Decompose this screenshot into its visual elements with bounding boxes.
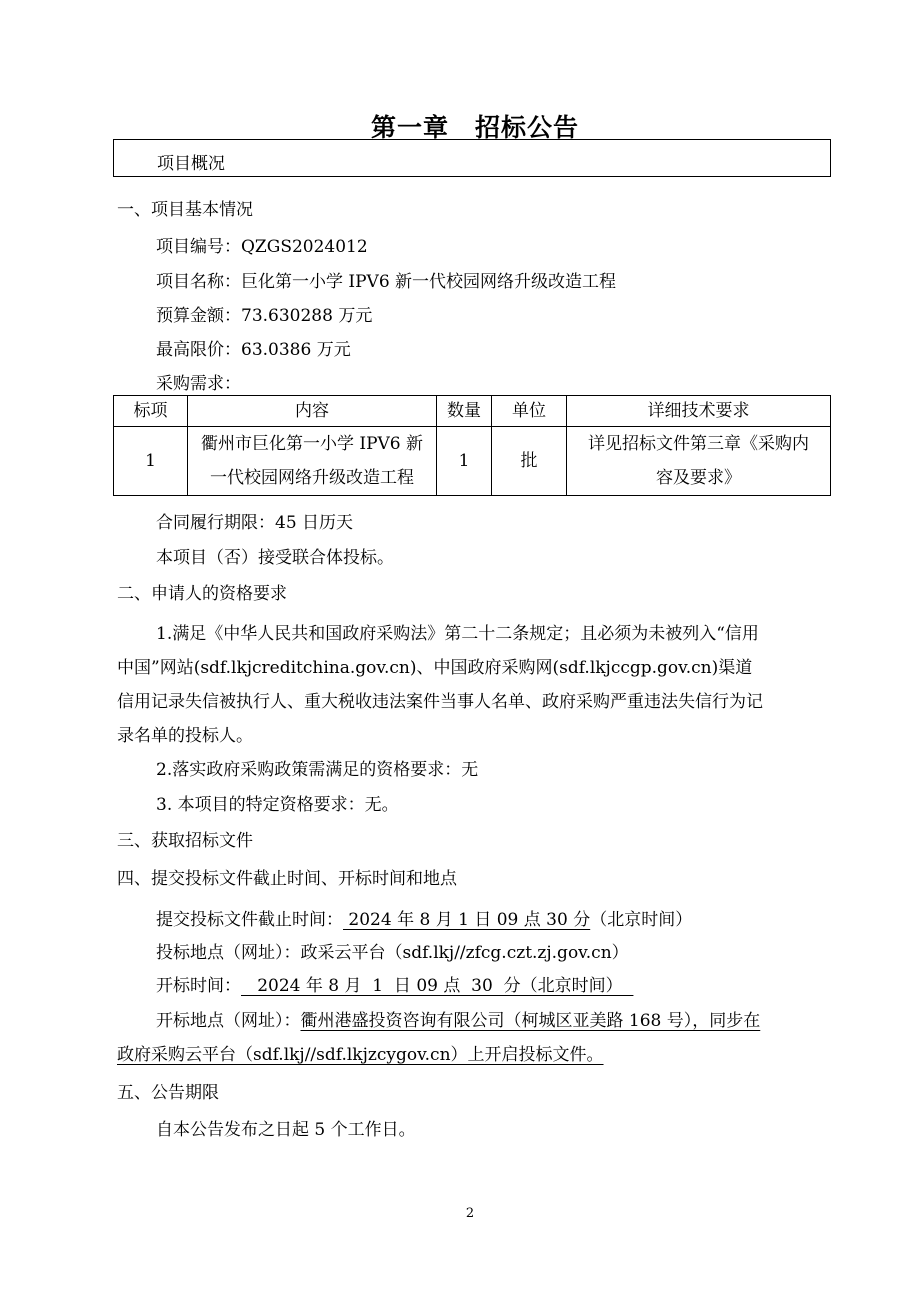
project-name: 项目名称：巨化第一小学 IPV6 新一代校园网络升级改造工程 (156, 272, 617, 292)
notice-period: 自本公告发布之日起 5 个工作日。 (156, 1120, 416, 1140)
table-header-row (114, 396, 831, 427)
overview-label: 项目概况 (157, 154, 225, 174)
qualification-1-line3: 信用记录失信被执行人、重大税收违法案件当事人名单、政府采购严重违法失信行为记 (117, 692, 763, 712)
max-price: 最高限价：63.0386 万元 (156, 340, 351, 360)
open-place-value-line2: 政府采购云平台（sdf.lkj//sdf.lkjzcygov.cn）上开启投标文件。 (117, 1045, 604, 1065)
cell-req-line1: 详见招标文件第三章《采购内 (588, 434, 809, 454)
budget-amount: 预算金额：73.630288 万元 (156, 306, 373, 326)
project-number: 项目编号：QZGS2024012 (156, 237, 368, 257)
qualification-1-line2: 中国”网站(sdf.lkjcreditchina.gov.cn)、中国政府采购网(sdf.lkjccgp.gov.cn)渠道 (117, 658, 753, 678)
section3-heading: 三、获取招标文件 (117, 831, 253, 851)
submit-place: 投标地点（网址）：政采云平台（sdf.lkj//zfcg.czt.zj.gov.cn） (156, 943, 629, 963)
page-number: 2 (465, 1206, 475, 1221)
cell-unit: 批 (492, 427, 567, 496)
deadline-label: 提交投标文件截止时间： (156, 910, 343, 930)
chapter-number: 第一章 (370, 113, 449, 142)
header-unit: 单位 (492, 396, 567, 427)
consortium-note: 本项目（否）接受联合体投标。 (156, 548, 394, 568)
open-time-value: 2024 年 8 月 1 日 09 点 30 分（北京时间） (241, 976, 634, 996)
deadline-line (156, 905, 692, 930)
contract-period: 合同履行期限：45 日历天 (156, 513, 354, 533)
section4-heading: 四、提交投标文件截止时间、开标时间和地点 (117, 869, 457, 889)
header-lot: 标项 (114, 396, 188, 427)
demand-label: 采购需求： (156, 374, 241, 394)
table-row (114, 427, 831, 496)
deadline-value: 2024 年 8 月 1 日 09 点 30 分 (343, 910, 591, 930)
header-content: 内容 (188, 396, 437, 427)
open-place-line1 (156, 1006, 760, 1031)
cell-req-line2: 容及要求》 (656, 468, 741, 488)
header-requirements: 详细技术要求 (567, 396, 831, 427)
cell-content-line2: 一代校园网络升级改造工程 (210, 468, 414, 488)
open-time-label: 开标时间： (156, 976, 241, 996)
cell-lot: 1 (114, 427, 188, 496)
qualification-3: 3. 本项目的特定资格要求：无。 (156, 795, 399, 815)
section5-heading: 五、公告期限 (117, 1083, 219, 1103)
section1-heading: 一、项目基本情况 (117, 200, 253, 220)
qualification-1-line1: 1.满足《中华人民共和国政府采购法》第二十二条规定；且必须为未被列入“信用 (156, 624, 759, 644)
cell-content (188, 427, 437, 496)
cell-content-line1: 衢州市巨化第一小学 IPV6 新 (200, 434, 424, 454)
chapter-name: 招标公告 (475, 113, 580, 142)
open-place-value-line1: 衢州港盛投资咨询有限公司（柯城区亚美路 168 号），同步在 (300, 1011, 761, 1031)
deadline-suffix: （北京时间） (590, 910, 693, 930)
cell-requirements (567, 427, 831, 496)
qualification-1-line4: 录名单的投标人。 (117, 726, 253, 746)
open-place-label: 开标地点（网址）： (156, 1011, 301, 1031)
qualification-2: 2.落实政府采购政策需满足的资格要求：无 (156, 760, 479, 780)
procurement-table (113, 395, 831, 496)
overview-box (113, 139, 831, 177)
open-time-line (156, 971, 633, 996)
header-quantity: 数量 (437, 396, 492, 427)
cell-quantity: 1 (437, 427, 492, 496)
section2-heading: 二、申请人的资格要求 (117, 584, 287, 604)
